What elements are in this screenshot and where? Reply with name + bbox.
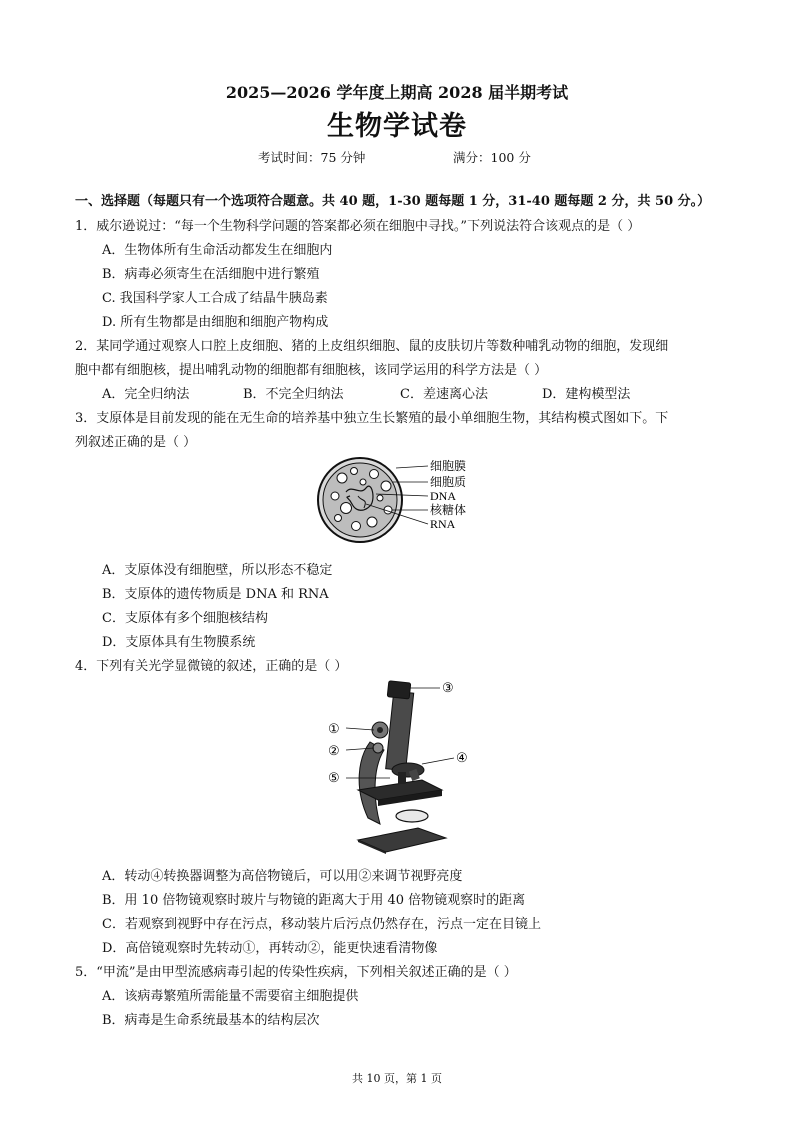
label-cytoplasm: 细胞质 xyxy=(430,475,467,489)
ribosome xyxy=(341,503,352,514)
subject-title: 生物学试卷 xyxy=(327,111,467,142)
question-1-option-d: D. 所有生物都是由细胞和细胞产物构成 xyxy=(102,315,329,330)
question-3-option-b: B．支原体的遗传物质是 DNA 和 RNA xyxy=(102,587,329,602)
question-2-option-b: B．不完全归纳法 xyxy=(243,387,344,402)
label-1: ① xyxy=(328,721,340,736)
label-leader xyxy=(346,728,374,730)
ribosome xyxy=(381,481,391,491)
label-4: ④ xyxy=(456,750,468,765)
microscope-base xyxy=(358,828,446,852)
question-5-option-b: B．病毒是生命系统最基本的结构层次 xyxy=(102,1013,320,1028)
coarse-adjustment-knob-center xyxy=(377,727,383,733)
label-2: ② xyxy=(328,743,340,758)
microscope-tube xyxy=(386,691,414,771)
ribosome xyxy=(367,517,377,527)
mycoplasma-figure xyxy=(316,452,486,548)
label-5: ⑤ xyxy=(328,770,340,785)
ribosome xyxy=(337,473,347,483)
question-2-stem-line1: 2．某同学通过观察人口腔上皮细胞、猪的上皮组织细胞、鼠的皮肤切片等数种哺乳动物的细胞，发现细 xyxy=(75,339,669,354)
question-5-option-a: A．该病毒繁殖所需能量不需要宿主细胞提供 xyxy=(102,989,359,1004)
label-rna: RNA xyxy=(430,517,456,531)
exam-time: 考试时间：75 分钟 xyxy=(258,150,366,165)
question-1-option-c: C. 我国科学家人工合成了结晶牛胰岛素 xyxy=(102,291,328,306)
question-4-option-b: B．用 10 倍物镜观察时玻片与物镜的距离大于用 40 倍物镜观察时的距离 xyxy=(102,893,526,908)
question-4-option-a: A．转动④转换器调整为高倍物镜后，可以用②来调节视野亮度 xyxy=(102,869,463,884)
microscope-figure xyxy=(318,678,478,854)
question-3-stem-line2: 列叙述正确的是（ ） xyxy=(75,435,197,450)
ribosome xyxy=(351,468,358,475)
ribosome xyxy=(335,515,342,522)
page-footer: 共 10 页，第 1 页 xyxy=(352,1072,442,1085)
label-3: ③ xyxy=(442,680,454,695)
label-leader xyxy=(422,758,454,764)
question-4-stem: 4．下列有关光学显微镜的叙述，正确的是（ ） xyxy=(75,659,348,674)
question-3-stem-line1: 3．支原体是目前发现的能在无生命的培养基中独立生长繁殖的最小单细胞生物，其结构模式图如下。下 xyxy=(75,411,669,426)
fine-adjustment-knob xyxy=(373,743,383,753)
label-ribosome: 核糖体 xyxy=(430,503,467,517)
question-1-option-a: A．生物体所有生命活动都发生在细胞内 xyxy=(102,243,333,258)
microscope-mirror xyxy=(396,810,428,822)
full-score: 满分：100 分 xyxy=(453,150,531,165)
question-3-option-a: A．支原体没有细胞壁，所以形态不稳定 xyxy=(102,563,333,578)
label-cell-membrane: 细胞膜 xyxy=(430,459,467,473)
ribosome xyxy=(331,492,339,500)
ribosome xyxy=(360,479,366,485)
question-5-stem: 5．“甲流”是由甲型流感病毒引起的传染性疾病，下列相关叙述正确的是（ ） xyxy=(75,965,517,980)
question-2-option-c: C．差速离心法 xyxy=(400,387,488,402)
ribosome xyxy=(352,522,361,531)
label-leader xyxy=(396,466,428,468)
question-2-option-d: D．建构模型法 xyxy=(542,387,631,402)
question-4-option-d: D．高倍镜观察时先转动①，再转动②，能更快速看清物像 xyxy=(102,941,438,956)
question-2-option-a: A．完全归纳法 xyxy=(102,387,190,402)
question-2-stem-line2: 胞中都有细胞核，提出哺乳动物的细胞都有细胞核，该同学运用的科学方法是（ ） xyxy=(75,363,548,378)
microscope-objective xyxy=(398,772,406,784)
ribosome xyxy=(377,495,383,501)
section-heading: 一、选择题（每题只有一个选项符合题意。共 40 题，1-30 题每题 1 分，31-40 题每题 2 分，共 50 分。） xyxy=(75,194,711,209)
label-dna: DNA xyxy=(430,489,456,503)
microscope-arm xyxy=(359,742,384,824)
question-1-option-b: B．病毒必须寄生在活细胞中进行繁殖 xyxy=(102,267,320,282)
question-3-option-c: C．支原体有多个细胞核结构 xyxy=(102,611,268,626)
ribosome xyxy=(370,470,379,479)
question-4-option-c: C．若观察到视野中存在污点，移动装片后污点仍然存在，污点一定在目镜上 xyxy=(102,917,541,932)
microscope-eyepiece xyxy=(387,681,411,699)
microscope-nosepiece xyxy=(392,763,424,777)
question-1-stem: 1．威尔逊说过：“每一个生物科学问题的答案都必须在细胞中寻找。”下列说法符合该观点的是（ ） xyxy=(75,219,641,234)
question-3-option-d: D．支原体具有生物膜系统 xyxy=(102,635,256,650)
exam-title: 2025—2026 学年度上期高 2028 届半期考试 xyxy=(225,83,569,102)
